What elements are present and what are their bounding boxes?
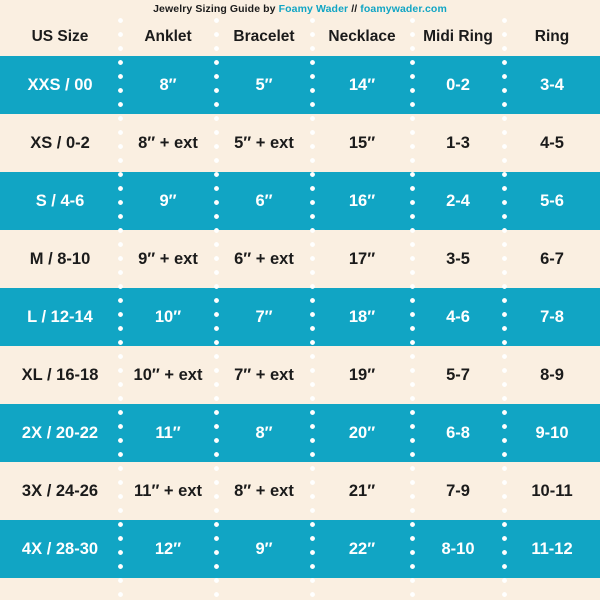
table-row [0, 462, 600, 520]
table-row [0, 288, 600, 346]
cell-midi-ring: 2-4 [412, 172, 504, 230]
cell-ring: 6-7 [504, 230, 600, 288]
cell-bracelet: 7″ [216, 288, 312, 346]
cell-bracelet: 6″ [216, 172, 312, 230]
table-row [0, 172, 600, 230]
table-row [0, 404, 600, 462]
cell-us-size: 4X / 28-30 [0, 520, 120, 578]
cell-ring: 4-5 [504, 114, 600, 172]
cell-ring: 11-12 [504, 520, 600, 578]
cell-us-size: S / 4-6 [0, 172, 120, 230]
table-row [0, 56, 600, 114]
cell-ring: 3-4 [504, 56, 600, 114]
cell-anklet: 11″ [120, 404, 216, 462]
cell-us-size: L / 12-14 [0, 288, 120, 346]
cell-midi-ring: 4-6 [412, 288, 504, 346]
cell-us-size: XXS / 00 [0, 56, 120, 114]
cell-us-size: 2X / 20-22 [0, 404, 120, 462]
cell-ring: 10-11 [504, 462, 600, 520]
cell-bracelet: 8″ [216, 404, 312, 462]
column-header-anklet: Anklet [120, 18, 216, 56]
credit-prefix: Jewelry Sizing Guide by [153, 3, 279, 15]
cell-bracelet: 7″ + ext [216, 346, 312, 404]
column-header-necklace: Necklace [312, 18, 412, 56]
cell-midi-ring: 3-5 [412, 230, 504, 288]
cell-necklace: 20″ [312, 404, 412, 462]
table-row [0, 520, 600, 578]
column-header-midi-ring: Midi Ring [412, 18, 504, 56]
cell-anklet: 9″ [120, 172, 216, 230]
table-row [0, 346, 600, 404]
cell-midi-ring: 1-3 [412, 114, 504, 172]
cell-us-size: XL / 16-18 [0, 346, 120, 404]
column-header-bracelet: Bracelet [216, 18, 312, 56]
jewelry-sizing-table [0, 18, 600, 578]
cell-necklace: 14″ [312, 56, 412, 114]
cell-bracelet: 5″ + ext [216, 114, 312, 172]
cell-ring: 8-9 [504, 346, 600, 404]
cell-necklace: 18″ [312, 288, 412, 346]
table-row [0, 114, 600, 172]
cell-midi-ring: 5-7 [412, 346, 504, 404]
cell-necklace: 21″ [312, 462, 412, 520]
cell-midi-ring: 0-2 [412, 56, 504, 114]
cell-bracelet: 5″ [216, 56, 312, 114]
cell-midi-ring: 7-9 [412, 462, 504, 520]
credit-brand: Foamy Wader [278, 3, 349, 15]
table-header-row [0, 18, 600, 56]
cell-bracelet: 8″ + ext [216, 462, 312, 520]
cell-necklace: 22″ [312, 520, 412, 578]
cell-necklace: 17″ [312, 230, 412, 288]
credit-site: foamywader.com [360, 3, 447, 15]
cell-bracelet: 9″ [216, 520, 312, 578]
cell-necklace: 15″ [312, 114, 412, 172]
column-header-ring: Ring [504, 18, 600, 56]
cell-anklet: 10″ [120, 288, 216, 346]
cell-bracelet: 6″ + ext [216, 230, 312, 288]
credit-line [0, 0, 600, 18]
cell-anklet: 11″ + ext [120, 462, 216, 520]
cell-midi-ring: 8-10 [412, 520, 504, 578]
cell-anklet: 8″ [120, 56, 216, 114]
cell-anklet: 12″ [120, 520, 216, 578]
cell-us-size: XS / 0-2 [0, 114, 120, 172]
column-header-us-size: US Size [0, 18, 120, 56]
credit-separator: // [348, 3, 361, 15]
cell-ring: 9-10 [504, 404, 600, 462]
cell-necklace: 16″ [312, 172, 412, 230]
cell-us-size: M / 8-10 [0, 230, 120, 288]
table-row [0, 230, 600, 288]
cell-ring: 7-8 [504, 288, 600, 346]
cell-necklace: 19″ [312, 346, 412, 404]
cell-anklet: 10″ + ext [120, 346, 216, 404]
cell-anklet: 8″ + ext [120, 114, 216, 172]
cell-anklet: 9″ + ext [120, 230, 216, 288]
cell-midi-ring: 6-8 [412, 404, 504, 462]
cell-us-size: 3X / 24-26 [0, 462, 120, 520]
cell-ring: 5-6 [504, 172, 600, 230]
